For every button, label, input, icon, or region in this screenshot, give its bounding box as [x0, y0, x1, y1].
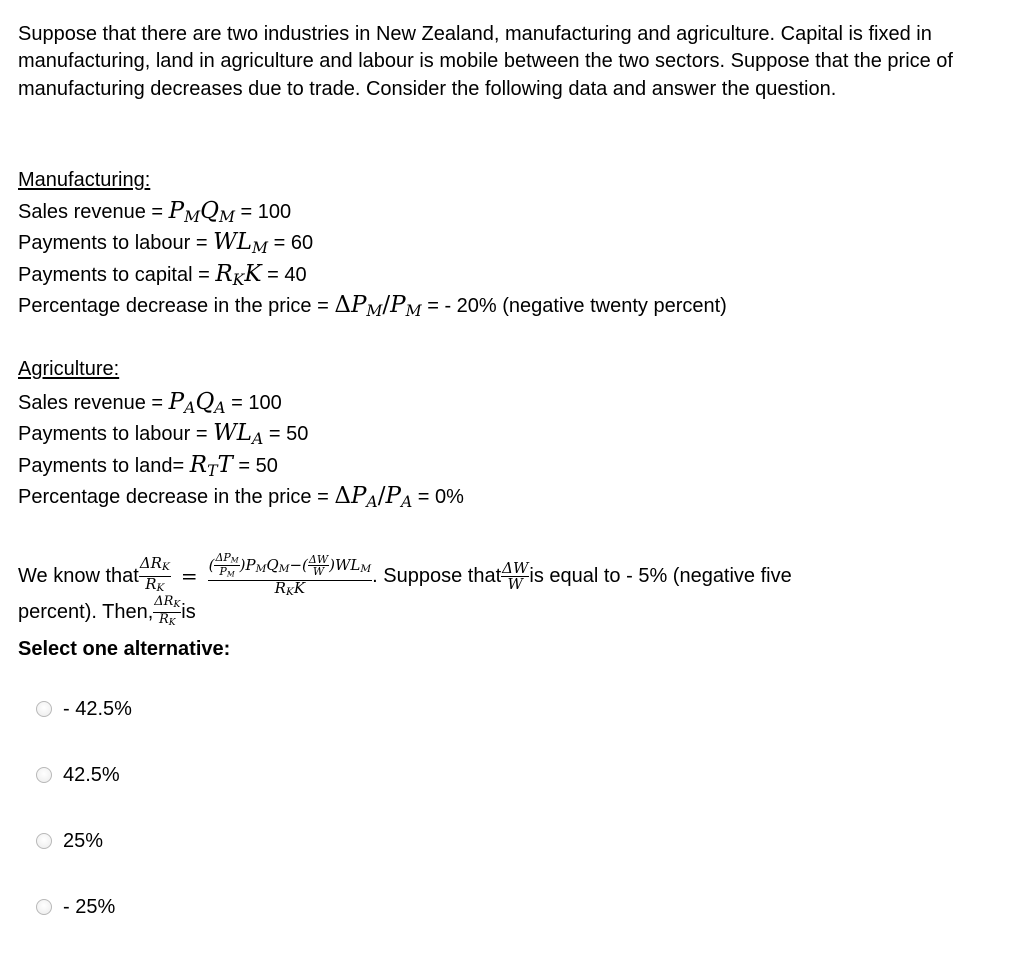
manufacturing-capital-formula: $R_KK$ [215, 261, 262, 289]
agriculture-price-line [18, 483, 464, 511]
agriculture-sales-line [18, 389, 282, 417]
agriculture-land-formula: $R_TT$ [189, 452, 233, 480]
w-change-fraction: $\frac{\Delta W}{W}$ [502, 558, 529, 593]
agriculture-land-value: = 50 [232, 455, 278, 477]
manufacturing-sales-label: Sales revenue = [18, 201, 169, 223]
agriculture-land-label: Payments to land= [18, 455, 190, 477]
agriculture-sales-label: Sales revenue = [18, 392, 169, 414]
option-1[interactable] [36, 696, 132, 722]
manufacturing-labour-label: Payments to labour = [18, 232, 214, 254]
option-4-label: - 25% [63, 895, 116, 918]
manufacturing-labour-formula: $WL_M$ [213, 229, 269, 257]
equal-text: is equal to - 5% (negative five [529, 564, 792, 587]
manufacturing-sales-formula: $P_MQ_M$ [168, 198, 235, 226]
manufacturing-capital-line [18, 261, 307, 289]
select-prompt: Select one alternative: [18, 638, 231, 660]
manufacturing-sales-line [18, 198, 291, 226]
manufacturing-capital-value: = 40 [261, 264, 307, 286]
manufacturing-price-value: = - 20% (negative twenty percent) [421, 295, 727, 317]
manufacturing-capital-label: Payments to capital = [18, 264, 216, 286]
option-3-radio[interactable] [36, 833, 52, 849]
manufacturing-sales-value: = 100 [235, 201, 292, 223]
suppose-text: . Suppose that [372, 564, 502, 587]
option-3-label: 25% [63, 829, 104, 852]
agriculture-land-line [18, 452, 278, 480]
option-1-label: - 42.5% [63, 697, 132, 720]
agriculture-price-label: Percentage decrease in the price = [18, 486, 335, 508]
rk-change-fraction-2: $\frac{\Delta R_K}{R_K}$ [154, 593, 181, 628]
agriculture-price-value: = 0% [412, 486, 464, 508]
option-2-radio[interactable] [36, 767, 52, 783]
equals-sign: = [180, 564, 198, 588]
manufacturing-price-line [18, 292, 727, 320]
option-2[interactable] [36, 762, 120, 788]
option-4-radio[interactable] [36, 899, 52, 915]
agriculture-heading: Agriculture: [18, 358, 120, 380]
agriculture-labour-formula: $WL_A$ [213, 420, 264, 448]
then-line [18, 594, 196, 630]
option-1-radio[interactable] [36, 701, 52, 717]
manufacturing-price-label: Percentage decrease in the price = [18, 295, 335, 317]
manufacturing-heading: Manufacturing: [18, 169, 151, 191]
agriculture-price-formula: $\Delta P_A/P_A$ [334, 483, 413, 511]
rk-change-fraction: $\frac{\Delta R_K}{R_K}$ [139, 554, 170, 594]
agriculture-labour-label: Payments to labour = [18, 423, 214, 445]
option-4[interactable] [36, 894, 115, 920]
agriculture-sales-value: = 100 [225, 392, 282, 414]
is-text: is [181, 600, 196, 623]
percent-then-text: percent). Then, [18, 600, 154, 623]
option-2-label: 42.5% [63, 763, 120, 786]
option-3[interactable] [36, 828, 103, 854]
question-intro: Suppose that there are two industries in New Zealand, manufacturing and agriculture. Capital is fixed in manufacturing, land in agriculture and labour is mobile between the two sectors. Suppose that the price of manufacturing decreases due to trade. Consider the following data and answer the question. [18, 23, 953, 100]
we-know-text: We know that [18, 564, 139, 587]
manufacturing-price-formula: $\Delta P_M/P_M$ [334, 292, 422, 320]
agriculture-sales-formula: $P_AQ_A$ [168, 389, 226, 417]
agriculture-labour-line [18, 420, 308, 448]
manufacturing-labour-line [18, 229, 313, 257]
manufacturing-labour-value: = 60 [268, 232, 314, 254]
agriculture-labour-value: = 50 [263, 423, 309, 445]
wage-formula-fraction: ( $\frac{\Delta P_M}{P_M}$ )$P_MQ_M-$( $\frac{\Delta W}{W}$ )$WL_M$ $R_KK$ [208, 550, 372, 599]
